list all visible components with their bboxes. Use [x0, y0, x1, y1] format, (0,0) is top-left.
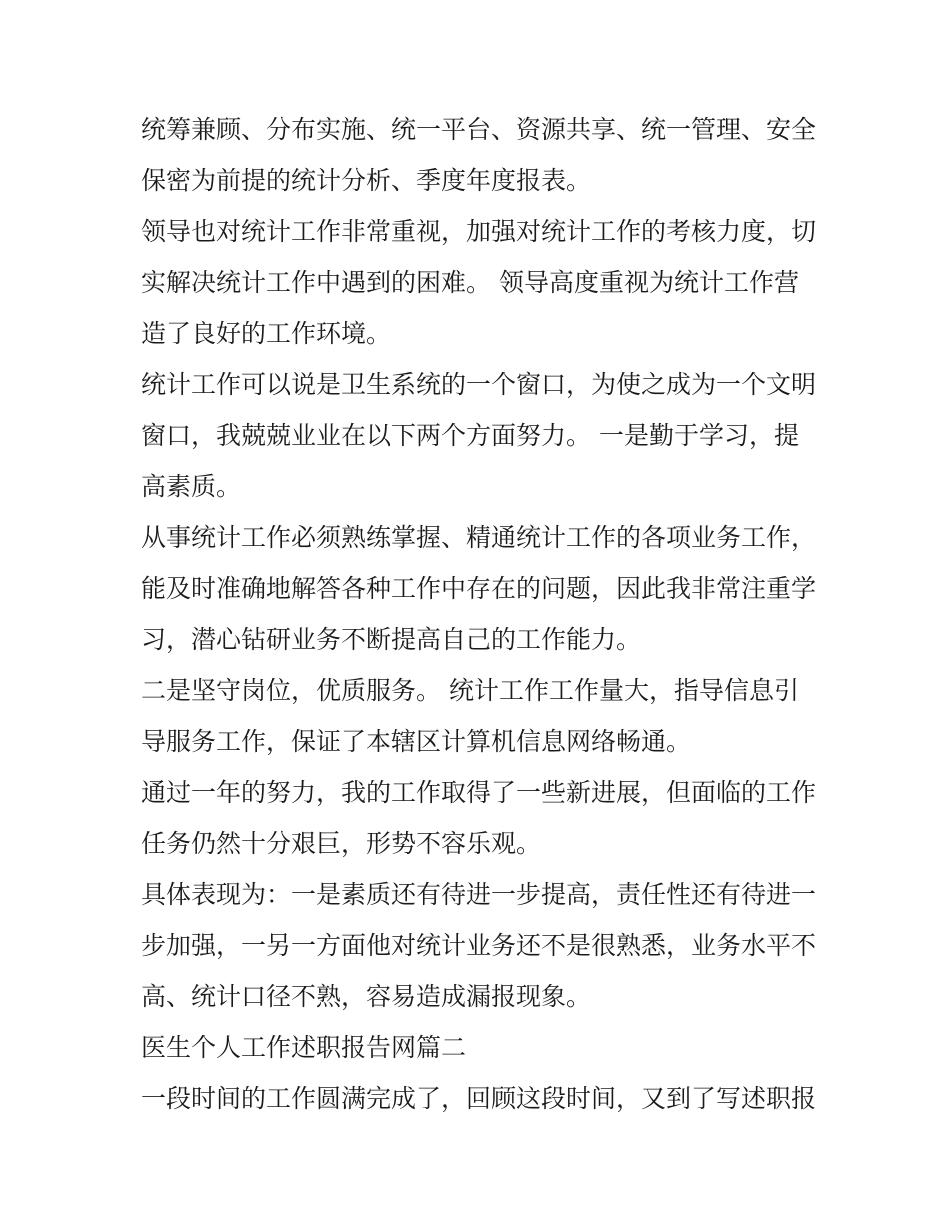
text-line: 实解决统计工作中遇到的困难。 领导高度重视为统计工作营 — [141, 268, 799, 297]
text-line: 高素质。 — [141, 472, 242, 501]
text-line: 任务仍然十分艰巨，形势不容乐观。 — [141, 829, 542, 858]
section-heading: 医生个人工作述职报告网篇二 — [141, 1033, 467, 1062]
text-line: 二是坚守岗位，优质服务。 统计工作工作量大，指导信息引 — [141, 676, 799, 705]
text-line: 步加强，一另一方面他对统计业务还不是很熟悉，业务水平不 — [141, 931, 817, 960]
text-line: 具体表现为：一是素质还有待进一步提高，责任性还有待进一 — [141, 880, 817, 909]
text-line: 从事统计工作必须熟练掌握、精通统计工作的各项业务工作， — [141, 523, 817, 552]
text-line: 一段时间的工作圆满完成了，回顾这段时间，又到了写述职报 — [141, 1084, 817, 1113]
text-line: 保密为前提的统计分析、季度年度报表。 — [141, 166, 592, 195]
text-line: 统计工作可以说是卫生系统的一个窗口，为使之成为一个文明 — [141, 370, 817, 399]
text-line: 造了良好的工作环境。 — [141, 319, 392, 348]
text-line: 窗口，我兢兢业业在以下两个方面努力。 一是勤于学习，提 — [141, 421, 799, 450]
text-line: 能及时准确地解答各种工作中存在的问题，因此我非常注重学 — [141, 574, 817, 603]
text-line: 导服务工作，保证了本辖区计算机信息网络畅通。 — [141, 727, 692, 756]
text-line: 统筹兼顾、分布实施、统一平台、资源共享、统一管理、安全 — [141, 115, 817, 144]
text-line: 习，潜心钻研业务不断提高自己的工作能力。 — [141, 625, 642, 654]
text-line: 高、统计口径不熟，容易造成漏报现象。 — [141, 982, 592, 1011]
text-line: 通过一年的努力，我的工作取得了一些新进展，但面临的工作 — [141, 778, 817, 807]
text-line: 领导也对统计工作非常重视，加强对统计工作的考核力度，切 — [141, 217, 817, 246]
